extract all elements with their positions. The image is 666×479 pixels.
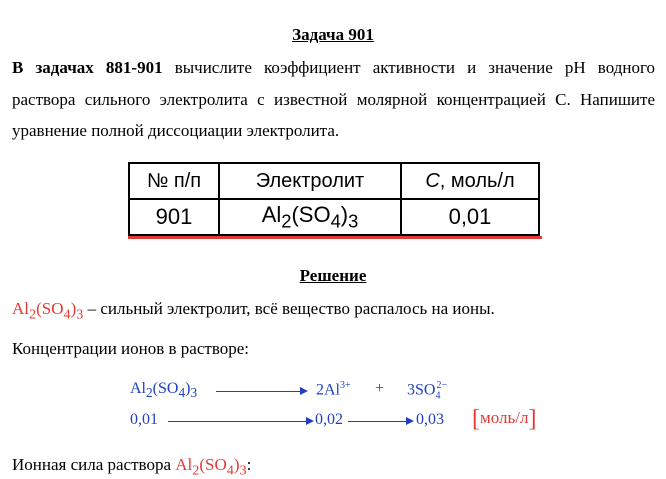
header-concentration — [401, 163, 539, 199]
header-electrolyte: Электролит — [219, 163, 401, 199]
header-number: № п/п — [129, 163, 219, 199]
solution-title: Решение — [299, 266, 367, 285]
cell-concentration: 0,01 — [401, 199, 539, 235]
equation-arrow-head — [300, 387, 308, 395]
ionic-strength-line: Ионная сила раствора $Al_2(SO_4)_3$: — [12, 455, 252, 479]
equation-product-so4: $3SO_4^{2-}$ — [407, 380, 448, 402]
task-text-line-1 — [12, 58, 655, 78]
data-table — [128, 162, 540, 236]
equation-plus: + — [375, 380, 385, 397]
conc-arrow-head-1 — [306, 417, 314, 425]
table-red-underline — [128, 236, 542, 239]
task-text-line-3: уравнение полной диссоциации электролита. — [12, 121, 340, 140]
conc-arrow-line-1 — [168, 421, 308, 422]
equation-product-al: $2Al^{3+}$ — [316, 380, 351, 399]
task-text-line-2: раствора сильного электролита с известной молярной концентрацией С. Напишите — [12, 90, 655, 109]
task-title: Задача 901 — [292, 25, 374, 44]
table-header-row — [129, 163, 539, 199]
conc-reactant: 0,01 — [130, 411, 158, 428]
ions-heading: Концентрации ионов в растворе: — [12, 339, 250, 358]
equation-reactant: $Al_2(SO_4)_3$ — [130, 380, 198, 401]
conc-product-so4: 0,03 — [416, 411, 444, 428]
header-c-letter: C — [425, 169, 440, 192]
conc-unit: [моль/л] — [472, 406, 537, 432]
conc-arrow-head-2 — [406, 417, 414, 425]
conc-arrow-line-2 — [348, 421, 408, 422]
header-c-unit: , моль/л — [439, 169, 515, 192]
solution-statement — [12, 299, 495, 323]
table-row — [129, 199, 539, 235]
equation-arrow-line — [216, 391, 302, 392]
electrolyte-formula-red: $Al_2(SO_4)_3$ — [12, 299, 84, 323]
cell-electrolyte: $Al_2(SO_4)_3$ — [219, 199, 401, 235]
task-line1-rest: вычислите коэффициент активности и значение pH водного — [174, 58, 656, 77]
conc-product-al: 0,02 — [315, 411, 343, 428]
ionic-strength-formula: $Al_2(SO_4)_3$ — [175, 455, 247, 479]
statement-text: – сильный электролит, всё вещество распалось на ионы. — [83, 299, 495, 318]
cell-number: 901 — [129, 199, 219, 235]
task-intro-bold: В задачах 881-901 — [12, 58, 163, 77]
